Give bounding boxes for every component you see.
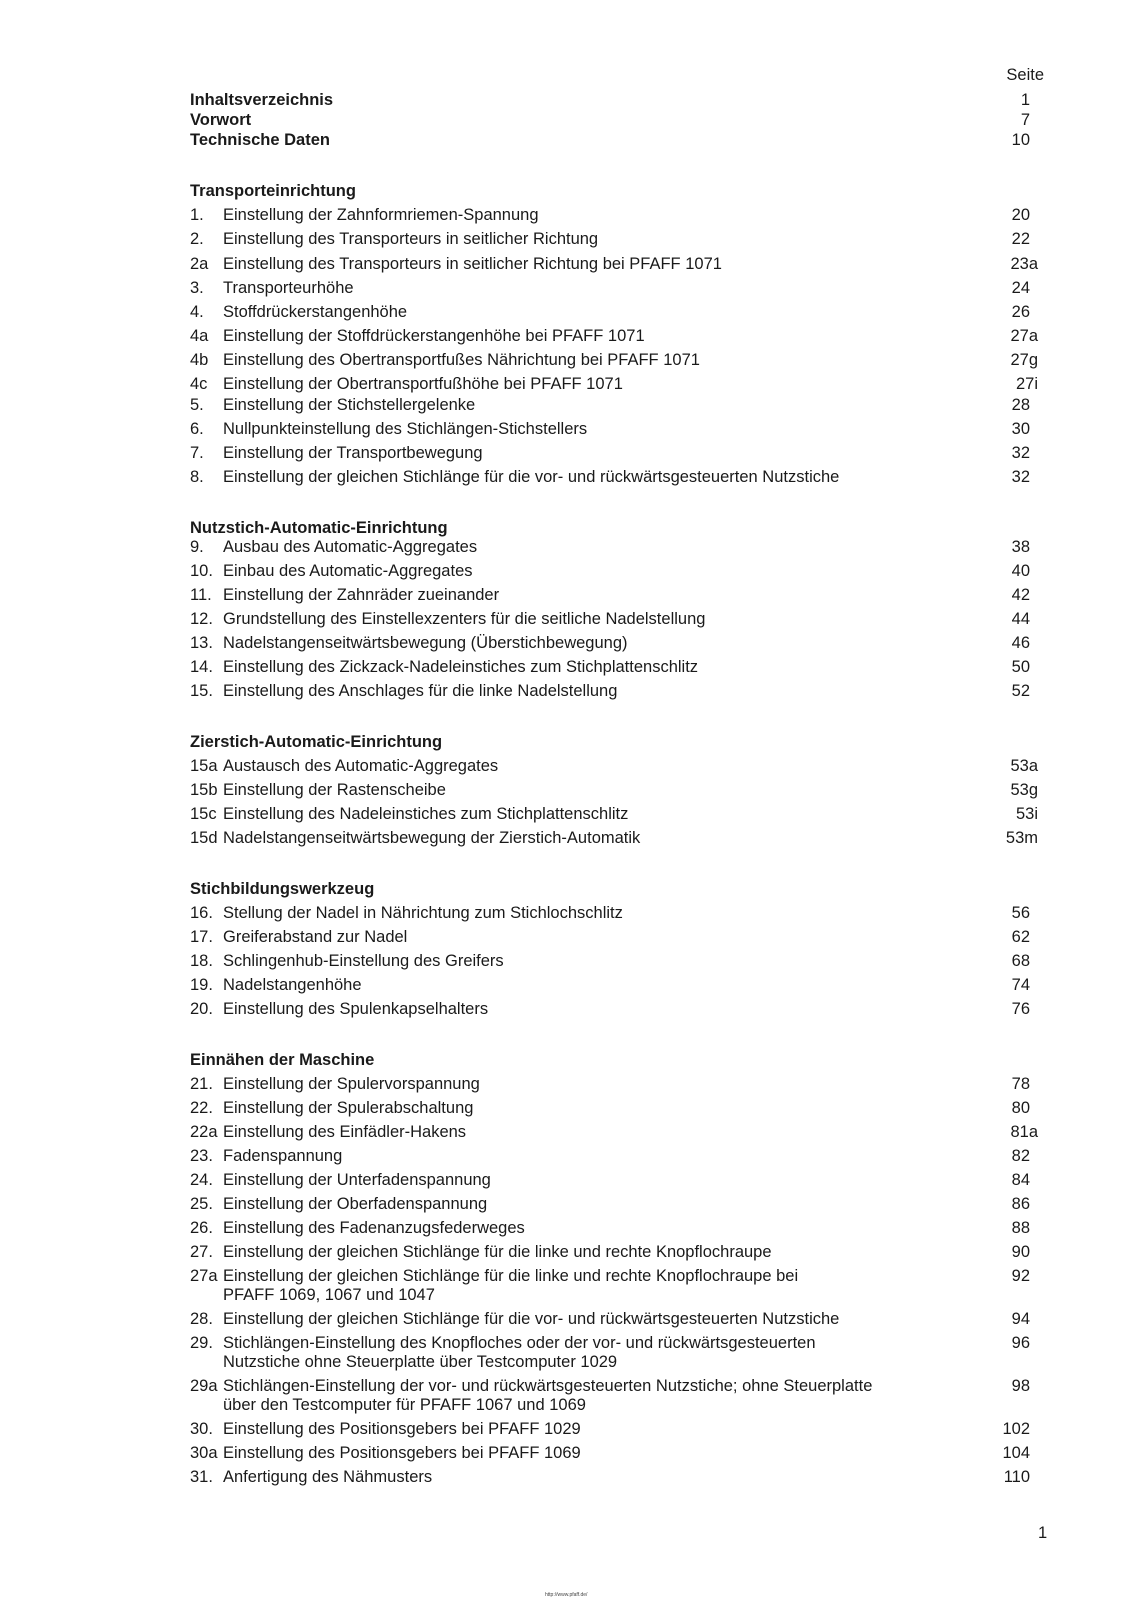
- toc-title: Einstellung der Spulerabschaltung: [223, 1099, 474, 1117]
- toc-page: 80: [1011, 1099, 1030, 1117]
- toc-page: 56: [1011, 904, 1030, 922]
- toc-page: 90: [1011, 1243, 1030, 1261]
- toc-num: 15a: [190, 757, 218, 775]
- toc-num: 13.: [190, 634, 213, 652]
- toc-page: 22: [1011, 230, 1030, 248]
- toc-page: 50: [1011, 658, 1030, 676]
- toc-title: Einstellung des Obertransportfußes Nährichtung bei PFAFF 1071: [223, 351, 700, 369]
- toc-num: 30a: [190, 1444, 218, 1462]
- toc-page: 88: [1011, 1219, 1030, 1237]
- toc-page: 94: [1011, 1310, 1030, 1328]
- toc-num: 11.: [190, 586, 212, 604]
- toc-title: Nullpunkteinstellung des Stichlängen-Stichstellers: [223, 420, 588, 438]
- toc-num: 2a: [190, 255, 209, 273]
- toc-page: 27a: [1010, 327, 1038, 345]
- toc-num: 3.: [190, 279, 204, 297]
- toc-title: Stoffdrückerstangenhöhe: [223, 303, 408, 321]
- toc-page: 53i: [1015, 805, 1038, 823]
- toc-page: 27g: [1010, 351, 1038, 369]
- toc-title: Stichlängen-Einstellung der vor- und rückwärtsgesteuerten Nutzstiche; ohne Steuerplatte: [223, 1377, 873, 1395]
- toc-title: Einstellung der Zahnräder zueinander: [223, 586, 500, 604]
- toc-title: Nadelstangenseitwärtsbewegung der Zierstich-Automatik: [223, 829, 641, 847]
- toc-page: 23a: [1010, 255, 1038, 273]
- toc-page: 26: [1011, 303, 1030, 321]
- section-heading: Zierstich-Automatic-Einrichtung: [190, 733, 443, 751]
- toc-num: 7.: [190, 444, 204, 462]
- toc-page: 86: [1011, 1195, 1030, 1213]
- toc-num: 14.: [190, 658, 213, 676]
- toc-page: 44: [1011, 610, 1030, 628]
- toc-page: 46: [1011, 634, 1030, 652]
- toc-title-continuation: PFAFF 1069, 1067 und 1047: [223, 1286, 435, 1304]
- toc-title: Austausch des Automatic-Aggregates: [223, 757, 499, 775]
- toc-num: 5.: [190, 396, 204, 414]
- toc-page: 62: [1011, 928, 1030, 946]
- toc-title: Stellung der Nadel in Nährichtung zum Stichlochschlitz: [223, 904, 623, 922]
- toc-num: 12.: [190, 610, 213, 628]
- toc-page: 53g: [1010, 781, 1038, 799]
- toc-title: Technische Daten: [190, 131, 330, 149]
- toc-page: 20: [1011, 206, 1030, 224]
- toc-title: Einstellung des Fadenanzugsfederweges: [223, 1219, 525, 1237]
- toc-title: Greiferabstand zur Nadel: [223, 928, 408, 946]
- toc-title: Stichlängen-Einstellung des Knopfloches oder der vor- und rückwärtsgesteuerten: [223, 1334, 816, 1352]
- toc-page: 92: [1011, 1267, 1030, 1285]
- toc-title: Einstellung der Transportbewegung: [223, 444, 483, 462]
- toc-title: Transporteurhöhe: [223, 279, 354, 297]
- toc-num: 24.: [190, 1171, 213, 1189]
- toc-num: 15c: [190, 805, 217, 823]
- toc-title: Inhaltsverzeichnis: [190, 91, 334, 109]
- toc-page: 52: [1011, 682, 1030, 700]
- toc-title: Einstellung des Transporteurs in seitlicher Richtung: [223, 230, 599, 248]
- toc-title: Vorwort: [190, 111, 252, 129]
- toc-num: 21.: [190, 1075, 213, 1093]
- toc-title: Nadelstangenseitwärtsbewegung (Überstichbewegung): [223, 634, 628, 652]
- toc-num: 26.: [190, 1219, 213, 1237]
- toc-page: 28: [1011, 396, 1030, 414]
- toc-page: 53m: [1005, 829, 1038, 847]
- toc-page: 98: [1011, 1377, 1030, 1395]
- toc-page: 96: [1011, 1334, 1030, 1352]
- toc-page: 24: [1011, 279, 1030, 297]
- toc-title: Einstellung der gleichen Stichlänge für die linke und rechte Knopflochraupe bei: [223, 1267, 799, 1285]
- page-number: 1: [1038, 1524, 1048, 1542]
- toc-title: Einstellung der Spulervorspannung: [223, 1075, 480, 1093]
- toc-title: Ausbau des Automatic-Aggregates: [223, 538, 478, 556]
- toc-num: 29a: [190, 1377, 218, 1395]
- toc-title: Einstellung des Spulenkapselhalters: [223, 1000, 489, 1018]
- toc-title: Einstellung des Transporteurs in seitlicher Richtung bei PFAFF 1071: [223, 255, 722, 273]
- toc-num: 4.: [190, 303, 204, 321]
- toc-num: 1.: [190, 206, 204, 224]
- toc-num: 4b: [190, 351, 209, 369]
- toc-title: Grundstellung des Einstellexzenters für die seitliche Nadelstellung: [223, 610, 706, 628]
- toc-num: 18.: [190, 952, 213, 970]
- toc-title: Einstellung der Zahnformriemen-Spannung: [223, 206, 539, 224]
- toc-num: 29.: [190, 1334, 213, 1352]
- toc-title: Nadelstangenhöhe: [223, 976, 362, 994]
- toc-page: 10: [1011, 131, 1030, 149]
- toc-num: 4c: [190, 375, 208, 393]
- toc-title: Einstellung des Nadeleinstiches zum Stichplattenschlitz: [223, 805, 629, 823]
- toc-title-continuation: über den Testcomputer für PFAFF 1067 und 1069: [223, 1396, 586, 1414]
- section-heading: Einnähen der Maschine: [190, 1051, 375, 1069]
- toc-title: Einstellung der Oberfadenspannung: [223, 1195, 488, 1213]
- section-heading: Stichbildungswerkzeug: [190, 880, 375, 898]
- toc-page: 7: [1020, 111, 1030, 129]
- toc-num: 28.: [190, 1310, 213, 1328]
- toc-page: 1: [1020, 91, 1030, 109]
- toc-page: 76: [1011, 1000, 1030, 1018]
- toc-title: Einstellung der Stoffdrückerstangenhöhe bei PFAFF 1071: [223, 327, 645, 345]
- toc-num: 15d: [190, 829, 218, 847]
- toc-page: 27i: [1015, 375, 1038, 393]
- toc-title: Einstellung des Zickzack-Nadeleinstiches zum Stichplattenschlitz: [223, 658, 699, 676]
- toc-page: 78: [1011, 1075, 1030, 1093]
- toc-page: 104: [1002, 1444, 1030, 1462]
- toc-page: 74: [1011, 976, 1030, 994]
- toc-title: Einstellung der Obertransportfußhöhe bei PFAFF 1071: [223, 375, 623, 393]
- toc-page: 102: [1002, 1420, 1030, 1438]
- toc-title: Einstellung der gleichen Stichlänge für die linke und rechte Knopflochraupe: [223, 1243, 772, 1261]
- toc-num: 15.: [190, 682, 213, 700]
- toc-num: 20.: [190, 1000, 213, 1018]
- toc-num: 2.: [190, 230, 204, 248]
- toc-title: Einstellung der Stichstellergelenke: [223, 396, 476, 414]
- toc-title: Einbau des Automatic-Aggregates: [223, 562, 473, 580]
- toc-page: 32: [1011, 444, 1030, 462]
- toc-num: 4a: [190, 327, 209, 345]
- toc-title: Einstellung der gleichen Stichlänge für die vor- und rückwärtsgesteuerten Nutzstiche: [223, 1310, 840, 1328]
- toc-page: 42: [1011, 586, 1030, 604]
- toc-title: Anfertigung des Nähmusters: [223, 1468, 433, 1486]
- toc-num: 25.: [190, 1195, 213, 1213]
- toc-num: 23.: [190, 1147, 213, 1165]
- toc-page: 32: [1011, 468, 1030, 486]
- toc-title: Schlingenhub-Einstellung des Greifers: [223, 952, 504, 970]
- toc-title: Einstellung des Einfädler-Hakens: [223, 1123, 467, 1141]
- toc-title: Einstellung der Unterfadenspannung: [223, 1171, 491, 1189]
- toc-page: 53a: [1010, 757, 1038, 775]
- toc-page: 110: [1003, 1468, 1030, 1486]
- section-heading: Transporteinrichtung: [190, 182, 356, 200]
- toc-page: 40: [1011, 562, 1030, 580]
- toc-num: 31.: [190, 1468, 213, 1486]
- toc-num: 27a: [190, 1267, 218, 1285]
- toc-page: 68: [1011, 952, 1030, 970]
- toc-title: Einstellung des Anschlages für die linke Nadelstellung: [223, 682, 618, 700]
- toc-num: 30.: [190, 1420, 213, 1438]
- toc-num: 9.: [190, 538, 204, 556]
- footer-url: http://www.pfaff.de/: [545, 1592, 588, 1598]
- toc-page: 30: [1011, 420, 1030, 438]
- toc-num: 16.: [190, 904, 213, 922]
- toc-title: Einstellung der gleichen Stichlänge für die vor- und rückwärtsgesteuerten Nutzstiche: [223, 468, 840, 486]
- toc-page: 82: [1011, 1147, 1030, 1165]
- toc-title: Einstellung der Rastenscheibe: [223, 781, 446, 799]
- toc-num: 22.: [190, 1099, 213, 1117]
- toc-title: Fadenspannung: [223, 1147, 343, 1165]
- toc-title: Einstellung des Positionsgebers bei PFAFF 1029: [223, 1420, 581, 1438]
- toc-num: 15b: [190, 781, 218, 799]
- toc-num: 19.: [190, 976, 213, 994]
- toc-num: 27.: [190, 1243, 213, 1261]
- toc-num: 8.: [190, 468, 204, 486]
- toc-title-continuation: Nutzstiche ohne Steuerplatte über Testcomputer 1029: [223, 1353, 618, 1371]
- toc-num: 6.: [190, 420, 204, 438]
- toc-title: Einstellung des Positionsgebers bei PFAFF 1069: [223, 1444, 581, 1462]
- section-heading: Nutzstich-Automatic-Einrichtung: [190, 519, 448, 537]
- toc-page: 38: [1011, 538, 1030, 556]
- toc-num: 17.: [190, 928, 213, 946]
- toc-page: 81a: [1010, 1123, 1038, 1141]
- toc-num: 22a: [190, 1123, 218, 1141]
- seite-header: Seite: [1006, 66, 1044, 84]
- toc-page: 84: [1011, 1171, 1030, 1189]
- toc-num: 10.: [190, 562, 213, 580]
